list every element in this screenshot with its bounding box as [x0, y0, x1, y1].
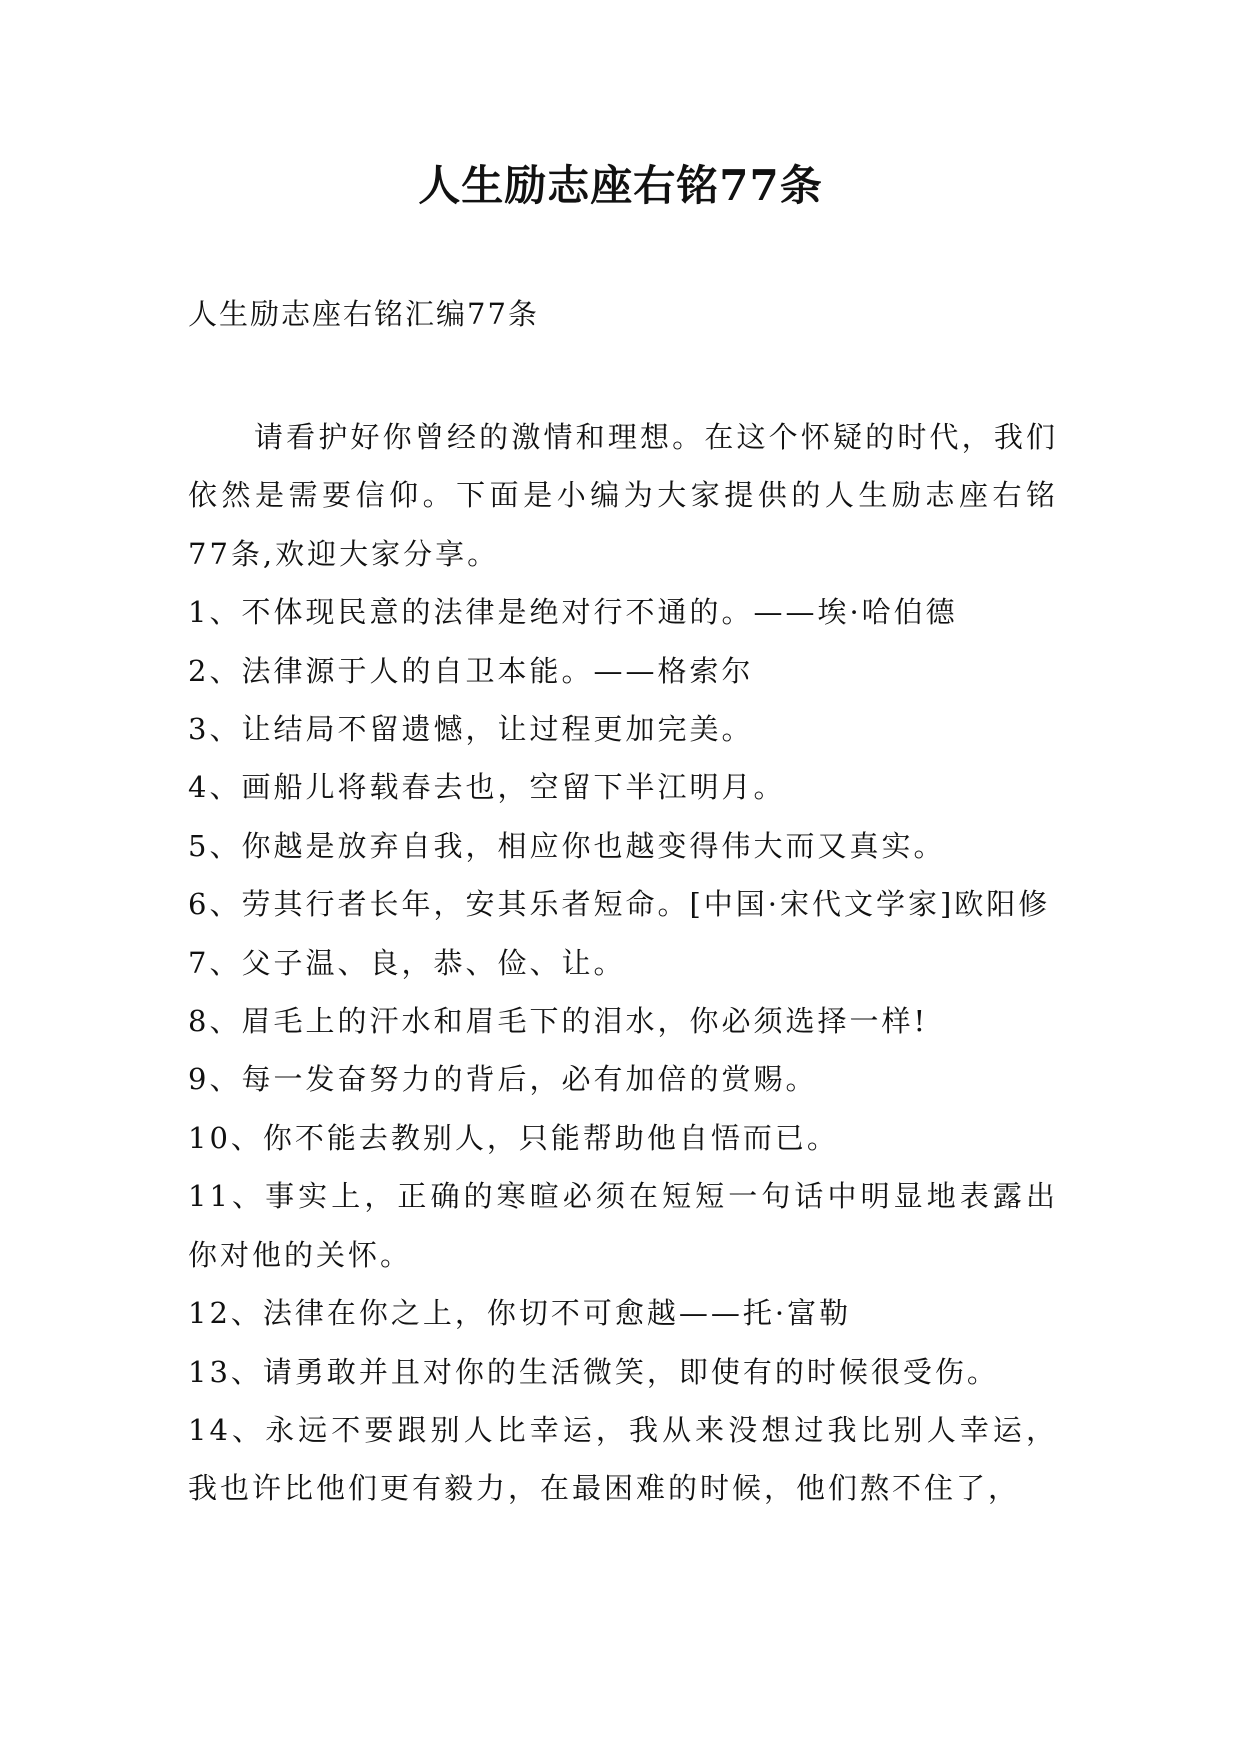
document-subtitle: 人生励志座右铭汇编77条 [188, 297, 539, 331]
quote-item: 7、父子温、良，恭、俭、让。 [188, 945, 626, 980]
quote-item: 3、让结局不留遗憾，让过程更加完美。 [188, 712, 754, 747]
quote-item: 4、画船儿将载春去也，空留下半江明月。 [188, 770, 786, 805]
document-body [188, 408, 1058, 1518]
quote-item: 5、你越是放弃自我，相应你也越变得伟大而又真实。 [188, 828, 946, 863]
intro-paragraph: 请看护好你曾经的激情和理想。在这个怀疑的时代，我们依然是需要信仰。下面是小编为大家提供的人生励志座右铭77条,欢迎大家分享。 [188, 420, 1058, 571]
quote-item: 6、劳其行者长年，安其乐者短命。[中国·宋代文学家]欧阳修 [188, 887, 1051, 922]
quote-item: 2、法律源于人的自卫本能。——格索尔 [188, 653, 754, 688]
quote-item: 14、永远不要跟别人比幸运，我从来没想过我比别人幸运，我也许比他们更有毅力，在最困难的时候，他们熬不住了， [188, 1412, 1058, 1506]
quote-item: 9、每一发奋努力的背后，必有加倍的赏赐。 [188, 1062, 818, 1097]
quote-item: 10、你不能去教别人，只能帮助他自悟而已。 [188, 1120, 839, 1155]
quote-item: 8、眉毛上的汗水和眉毛下的泪水，你必须选择一样! [188, 1004, 929, 1039]
quote-item: 1、不体现民意的法律是绝对行不通的。——埃·哈伯德 [188, 595, 958, 630]
quote-item: 13、请勇敢并且对你的生活微笑，即使有的时候很受伤。 [188, 1354, 999, 1389]
quote-item: 12、法律在你之上，你切不可愈越——托·富勒 [188, 1296, 852, 1331]
quote-item: 11、事实上，正确的寒暄必须在短短一句话中明显地表露出你对他的关怀。 [188, 1179, 1058, 1272]
quote-list [188, 583, 1058, 1518]
document-title: 人生励志座右铭77条 [418, 161, 823, 210]
